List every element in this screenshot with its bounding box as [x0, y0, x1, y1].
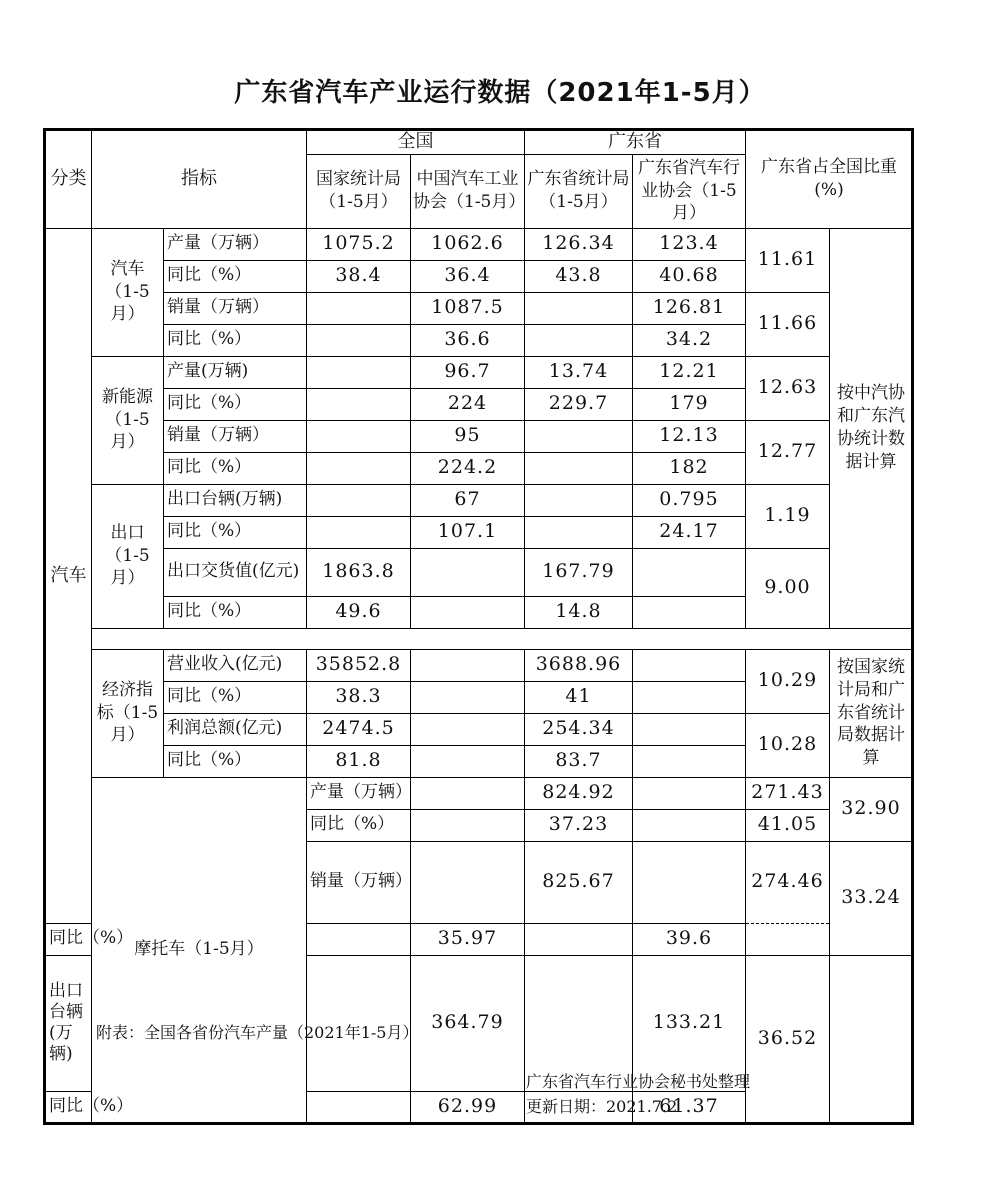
cell-nbs: 35852.8	[307, 649, 411, 681]
cell-caam: 37.23	[525, 809, 633, 841]
cell-nbs: 38.3	[307, 681, 411, 713]
cell-gd-stat	[525, 324, 633, 356]
cell-caam: 825.67	[525, 841, 633, 923]
share-value: 32.90	[830, 777, 913, 841]
cell-gd-stat: 254.34	[525, 713, 633, 745]
header-guangdong: 广东省	[525, 130, 746, 155]
cell-nbs	[307, 388, 411, 420]
header-share: 广东省占全国比重 (%)	[746, 130, 913, 229]
cell-nbs	[411, 841, 525, 923]
row-label: 出口交货值(亿元)	[164, 548, 307, 596]
cell-gd-stat: 229.7	[525, 388, 633, 420]
row-label: 同比（%）	[164, 516, 307, 548]
cell-nbs	[411, 809, 525, 841]
source-note-auto: 按中汽协和广东汽协统计数据计算	[830, 228, 913, 628]
cell-gd-stat	[525, 420, 633, 452]
cell-caam: 35.97	[411, 923, 525, 955]
row-label: 同比（%）	[164, 260, 307, 292]
share-value: 36.52	[746, 955, 830, 1123]
cell-caam: 364.79	[411, 955, 525, 1091]
group-car: 汽车（1-5月）	[92, 228, 164, 356]
cell-gd-assoc: 274.46	[746, 841, 830, 923]
appendix-note: 附表：全国各省份汽车产量（2021年1-5月）	[96, 1023, 419, 1042]
cell-gd-assoc: 123.4	[633, 228, 746, 260]
header-category: 分类	[45, 130, 92, 229]
row-label: 同比（%）	[164, 745, 307, 777]
cell-caam: 95	[411, 420, 525, 452]
row-label: 同比（%）	[164, 324, 307, 356]
cell-nbs	[307, 292, 411, 324]
cell-gd-assoc	[633, 649, 746, 681]
cell-caam: 67	[411, 484, 525, 516]
cell-gd-assoc: 24.17	[633, 516, 746, 548]
cell-nbs	[307, 420, 411, 452]
cell-gd-assoc: 41.05	[746, 809, 830, 841]
cell-gd-stat: 14.8	[525, 596, 633, 628]
cell-gd-stat: 3688.96	[525, 649, 633, 681]
cell-gd-assoc	[633, 548, 746, 596]
cell-gd-stat: 43.8	[525, 260, 633, 292]
cell-gd-assoc: 61.37	[633, 1091, 746, 1123]
share-value: 12.77	[746, 420, 830, 484]
row-label: 营业收入(亿元)	[164, 649, 307, 681]
page-title: 广东省汽车产业运行数据（2021年1-5月）	[234, 78, 766, 108]
cell-nbs	[307, 1091, 411, 1123]
cell-nbs: 1075.2	[307, 228, 411, 260]
cell-gd-stat	[633, 809, 746, 841]
cell-gd-stat: 13.74	[525, 356, 633, 388]
footer-organization: 广东省汽车行业协会秘书处整理	[526, 1072, 751, 1091]
group-export: 出口（1-5月）	[92, 484, 164, 628]
cell-nbs	[411, 777, 525, 809]
cell-caam	[411, 548, 525, 596]
cell-gd-assoc: 126.81	[633, 292, 746, 324]
cell-gd-stat	[525, 516, 633, 548]
cell-caam	[411, 745, 525, 777]
cell-gd-stat	[633, 841, 746, 923]
footer-update-date: 更新日期：2021.7.2	[526, 1097, 678, 1116]
header-nbs: 国家统计局（1-5月）	[307, 154, 411, 228]
cell-gd-stat: 167.79	[525, 548, 633, 596]
group-nev: 新能源（1-5月）	[92, 356, 164, 484]
cell-caam: 1087.5	[411, 292, 525, 324]
cell-gd-stat	[525, 484, 633, 516]
cell-gd-stat	[633, 777, 746, 809]
cell-gd-stat	[525, 923, 633, 955]
row-label: 销量（万辆）	[307, 841, 411, 923]
cell-caam: 224	[411, 388, 525, 420]
row-label: 出口台辆(万辆)	[164, 484, 307, 516]
cell-gd-assoc: 40.68	[633, 260, 746, 292]
cell-caam: 107.1	[411, 516, 525, 548]
cell-gd-assoc	[633, 745, 746, 777]
cell-caam: 96.7	[411, 356, 525, 388]
cell-caam: 62.99	[411, 1091, 525, 1123]
row-label: 销量（万辆）	[164, 292, 307, 324]
cell-nbs	[307, 356, 411, 388]
cell-gd-stat: 126.34	[525, 228, 633, 260]
header-national: 全国	[307, 130, 525, 155]
row-label: 同比（%）	[164, 681, 307, 713]
cell-gd-assoc: 271.43	[746, 777, 830, 809]
cell-gd-assoc	[633, 713, 746, 745]
cell-gd-assoc: 12.21	[633, 356, 746, 388]
cell-caam: 1062.6	[411, 228, 525, 260]
cell-nbs: 1863.8	[307, 548, 411, 596]
row-label: 产量（万辆）	[164, 228, 307, 260]
share-value: 10.29	[746, 649, 830, 713]
cell-caam	[411, 713, 525, 745]
share-value: 11.66	[746, 292, 830, 356]
cell-gd-assoc	[633, 596, 746, 628]
cell-nbs	[307, 923, 411, 955]
header-gd-stat: 广东省统计局（1-5月）	[525, 154, 633, 228]
share-value: 33.24	[830, 841, 913, 955]
cell-gd-stat: 83.7	[525, 745, 633, 777]
cell-nbs	[307, 484, 411, 516]
cell-caam	[411, 596, 525, 628]
cell-gd-stat: 41	[525, 681, 633, 713]
source-note-stats: 按国家统计局和广东省统计局数据计算	[830, 649, 913, 777]
share-value: 1.19	[746, 484, 830, 548]
share-value: 9.00	[746, 548, 830, 628]
cell-caam: 224.2	[411, 452, 525, 484]
share-value: 12.63	[746, 356, 830, 420]
cell-nbs	[307, 516, 411, 548]
row-label: 同比（%）	[164, 452, 307, 484]
group-auto: 汽车	[45, 228, 92, 923]
row-label: 同比（%）	[307, 809, 411, 841]
cell-nbs	[307, 452, 411, 484]
cell-gd-stat	[525, 452, 633, 484]
row-label: 同比（%）	[45, 923, 92, 955]
cell-caam	[411, 649, 525, 681]
cell-gd-assoc: 0.795	[633, 484, 746, 516]
cell-caam: 824.92	[525, 777, 633, 809]
share-value: 10.28	[746, 713, 830, 777]
cell-caam	[411, 681, 525, 713]
cell-nbs	[307, 324, 411, 356]
cell-gd-assoc: 182	[633, 452, 746, 484]
row-label: 销量（万辆）	[164, 420, 307, 452]
row-label: 同比（%）	[164, 388, 307, 420]
cell-gd-assoc: 34.2	[633, 324, 746, 356]
cell-nbs: 38.4	[307, 260, 411, 292]
group-econ: 经济指标（1-5月）	[92, 649, 164, 777]
row-label: 同比（%）	[164, 596, 307, 628]
cell-caam: 36.4	[411, 260, 525, 292]
cell-gd-assoc: 12.13	[633, 420, 746, 452]
cell-nbs: 49.6	[307, 596, 411, 628]
row-label: 产量(万辆)	[164, 356, 307, 388]
row-label: 同比（%）	[45, 1091, 92, 1123]
cell-gd-assoc: 39.6	[633, 923, 746, 955]
cell-gd-assoc: 179	[633, 388, 746, 420]
cell-gd-stat	[525, 292, 633, 324]
cell-nbs: 81.8	[307, 745, 411, 777]
group-moto: 摩托车（1-5月）	[92, 777, 307, 1123]
cell-caam: 36.6	[411, 324, 525, 356]
spacer-row	[92, 628, 913, 649]
data-table	[43, 128, 914, 1125]
row-label: 出口台辆(万辆)	[45, 955, 92, 1091]
cell-gd-assoc	[633, 681, 746, 713]
header-gd-assoc: 广东省汽车行业协会（1-5月）	[633, 154, 746, 228]
row-label: 利润总额(亿元)	[164, 713, 307, 745]
cell-nbs: 2474.5	[307, 713, 411, 745]
share-value: 11.61	[746, 228, 830, 292]
row-label: 产量（万辆）	[307, 777, 411, 809]
header-indicator: 指标	[92, 130, 307, 229]
header-caam: 中国汽车工业协会（1-5月）	[411, 154, 525, 228]
cell-gd-assoc: 133.21	[633, 955, 746, 1091]
